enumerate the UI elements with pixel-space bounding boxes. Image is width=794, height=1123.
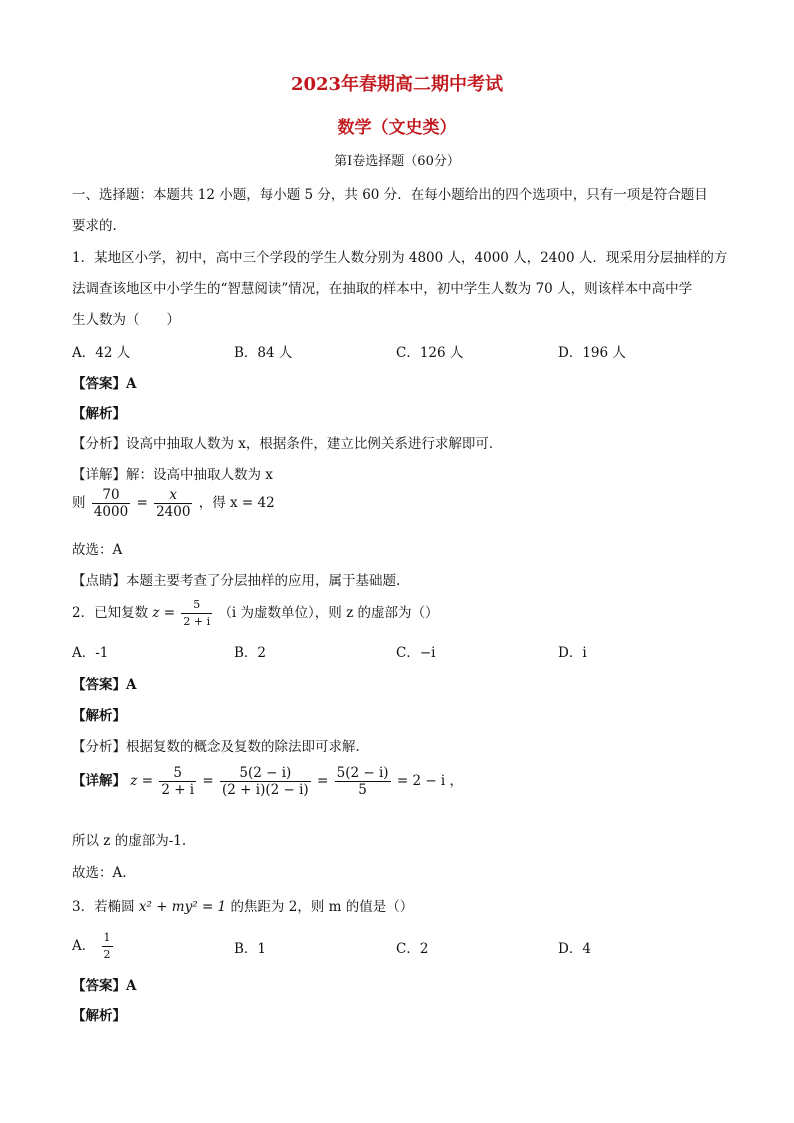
q2-option-d: D．i (558, 645, 587, 661)
q2-frac-num: 5 (181, 597, 212, 614)
q1-analysis-label: 【解析】 (72, 406, 126, 422)
q2-detail-frac3-den: 5 (358, 782, 367, 798)
q3-post: 的焦距为 2，则 m 的值是（） (230, 899, 414, 915)
q3-options (72, 930, 722, 963)
q2-frac-den: 2 + i (183, 615, 211, 628)
q2-pre: 2．已知复数 (72, 605, 149, 621)
q1-option-d: D．196 人 (558, 345, 626, 361)
q1-fraction-1 (92, 487, 130, 520)
q1-fraction-2 (154, 487, 192, 520)
exam-subject: 数学（文史类） (337, 118, 457, 138)
q3-analysis-label: 【解析】 (72, 1008, 126, 1024)
q3-answer: 【答案】A (72, 978, 137, 994)
exam-title: 2023年春期高二期中考试 (290, 74, 504, 95)
q1-text-line-1: 1．某地区小学，初中，高中三个学段的学生人数分别为 4800 人，4000 人，2400 人．现采用分层抽样的方 (72, 250, 728, 266)
q2-option-a: A．-1 (72, 645, 109, 661)
q1-frac1-num: 70 (92, 487, 130, 504)
q2-detail-frac-1 (159, 765, 196, 798)
q2-detail-frac1-den: 2 + i (161, 782, 195, 798)
q2-option-b: B．2 (234, 645, 267, 661)
q2-detail-frac-2 (220, 765, 311, 798)
instructions-line-1: 一、选择题：本题共 12 小题，每小题 5 分，共 60 分．在每小题给出的四个选项中，只有一项是符合题目 (72, 187, 708, 203)
q1-option-a: A．42 人 (72, 345, 131, 361)
instructions-line-2: 要求的. (72, 218, 117, 234)
q2-post: （i 为虚数单位），则 z 的虚部为（） (218, 605, 439, 621)
section-heading: 第Ⅰ卷选择题（60分） (334, 154, 460, 169)
q2-detail-frac2-den: (2 + i)(2 − i) (222, 782, 309, 798)
q2-detail-frac-3 (335, 765, 391, 798)
q2-detail-z: z = (130, 773, 154, 789)
q1-option-b: B．84 人 (234, 345, 293, 361)
q2-detail-equation (72, 765, 463, 798)
q2-answer: 【答案】A (72, 677, 137, 693)
q3-option-a-num: 1 (102, 930, 113, 947)
q3-option-a-den: 2 (103, 948, 111, 961)
q2-detail-frac1-num: 5 (159, 765, 196, 782)
q1-xiangjie: 【详解】解：设高中抽取人数为 x (72, 467, 273, 483)
q2-suoyi: 所以 z 的虚部为-1. (72, 833, 187, 849)
q1-frac1-den: 4000 (93, 504, 129, 520)
q3-option-a-fraction (102, 930, 113, 963)
q2-z: z = (152, 605, 176, 621)
q1-answer: 【答案】A (72, 376, 137, 392)
q1-text-line-2: 法调查该地区中小学生的“智慧阅读”情况，在抽取的样本中，初中学生人数为 70 人，则该样本中高中学 (72, 281, 693, 297)
q2-option-c: C．−i (396, 645, 436, 661)
q1-option-c: C．126 人 (396, 345, 464, 361)
q2-options (72, 641, 722, 661)
q2-detail-eq1: = (202, 773, 214, 789)
q3-question (72, 895, 413, 915)
q2-detail-frac2-num: 5(2 − i) (220, 765, 311, 782)
q2-detail-end: = 2 − i ， (396, 773, 464, 789)
q2-analysis-label: 【解析】 (72, 708, 126, 724)
q3-option-b: B．1 (234, 940, 267, 957)
q3-option-d: D．4 (558, 940, 591, 957)
q2-fraction (181, 597, 212, 630)
q3-expression: x² + my² = 1 (138, 899, 227, 915)
q2-detail-eq2: = (317, 773, 329, 789)
q1-ze: 则 (72, 495, 86, 511)
q2-fenxi: 【分析】根据复数的概念及复数的除法即可求解. (72, 739, 360, 755)
q1-equals: = (136, 495, 148, 511)
q2-guxuan: 故选：A. (72, 865, 127, 881)
q1-guxuan: 故选：A (72, 542, 123, 558)
q2-xiangjie-label: 【详解】 (72, 773, 126, 789)
q2-detail-frac3-num: 5(2 − i) (336, 765, 389, 781)
q1-result: ，得 x = 42 (198, 495, 275, 511)
q3-pre: 3．若椭圆 (72, 899, 135, 915)
q1-fenxi: 【分析】设高中抽取人数为 x，根据条件，建立比例关系进行求解即可． (72, 436, 503, 452)
q1-options (72, 341, 722, 361)
q1-frac2-num: x (154, 487, 192, 504)
q3-option-c: C．2 (396, 940, 429, 957)
q3-option-a-label: A． (72, 938, 96, 954)
q1-dianjing: 【点睛】本题主要考查了分层抽样的应用，属于基础题. (72, 573, 401, 589)
q1-equation (72, 487, 275, 520)
q1-text-line-3: 生人数为（ ） (72, 312, 180, 328)
q3-option-a (72, 930, 234, 963)
q1-frac2-den: 2400 (156, 504, 191, 520)
q2-question (72, 597, 439, 630)
